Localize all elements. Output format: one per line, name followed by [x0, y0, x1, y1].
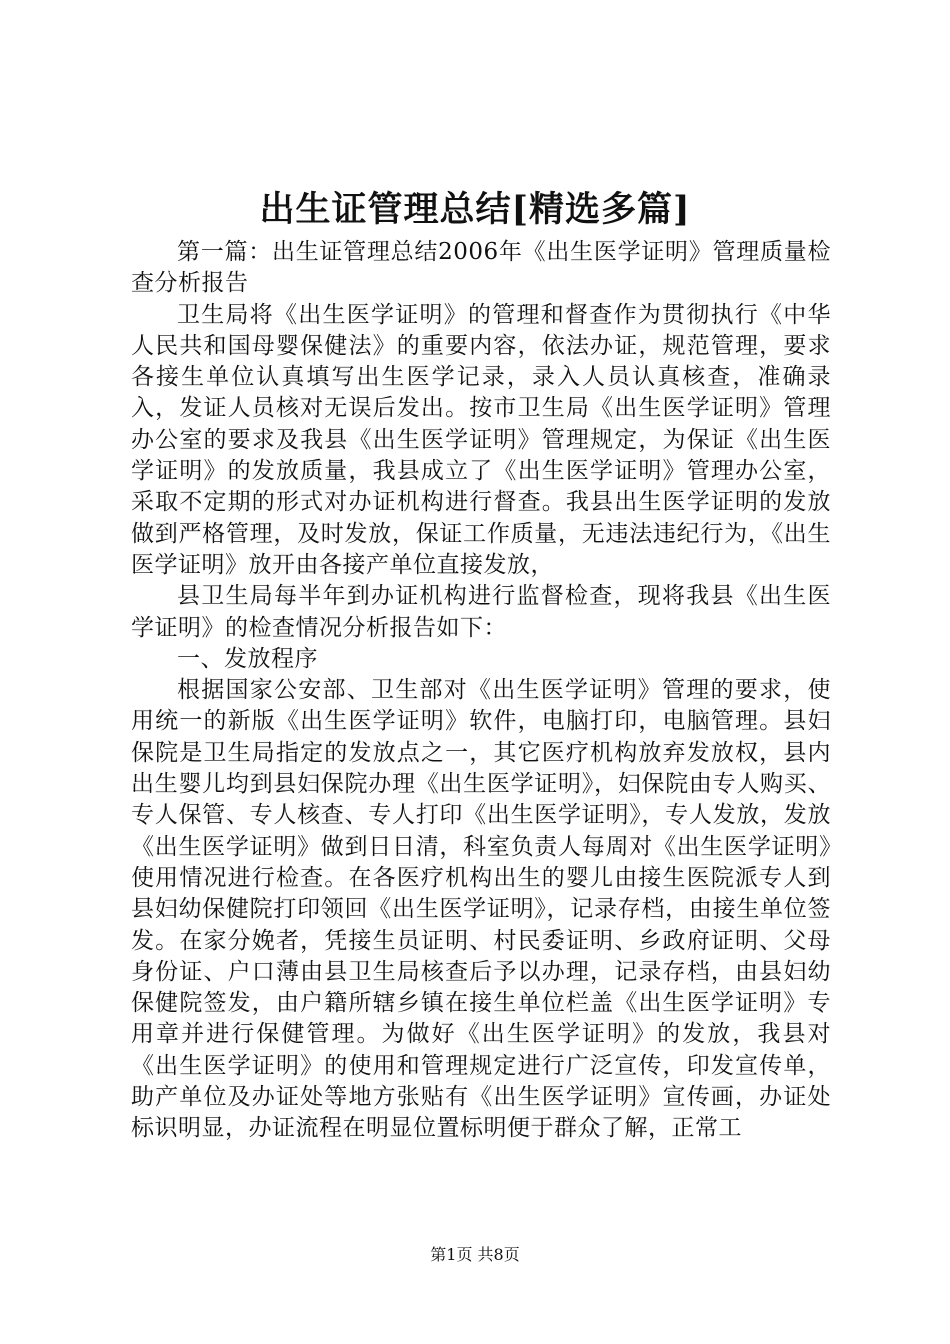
document-body [131, 237, 831, 1145]
document-title: 出生证管理总结[精选多篇] [259, 189, 691, 230]
paragraph-inspection: 县卫生局每半年到办证机构进行监督检查，现将我县《出生医学证明》的检查情况分析报告如下： [131, 583, 831, 641]
paragraph-procedure: 根据国家公安部、卫生部对《出生医学证明》管理的要求，使用统一的新版《出生医学证明》软件，电脑打印，电脑管理。县妇保院是卫生局指定的发放点之一，其它医疗机构放弃发放权，县内出生婴儿均到县妇保院办理《出生医学证明》，妇保院由专人购买、专人保管、专人核查、专人打印《出生医学证明》，专人发放，发放《出生医学证明》做到日日清，科室负责人每周对《出生医学证明》使用情况进行检查。在各医疗机构出生的婴儿由接生医院派专人到县妇幼保健院打印领回《出生医学证明》，记录存档，由接生单位签发。在家分娩者，凭接生员证明、村民委证明、乡政府证明、父母身份证、户口薄由县卫生局核查后予以办理，记录存档，由县妇幼保健院签发，由户籍所辖乡镇在接生单位栏盖《出生医学证明》专用章并进行保健管理。为做好《出生医学证明》的发放，我县对《出生医学证明》的使用和管理规定进行广泛宣传，印发宣传单，助产单位及办证处等地方张贴有《出生医学证明》宣传画，办证处标识明显，办证流程在明显位置标明便于群众了解，正常工 [131, 677, 831, 1142]
paragraph-intro: 卫生局将《出生医学证明》的管理和督查作为贯彻执行《中华人民共和国母婴保健法》的重要内容，依法办证，规范管理，要求各接生单位认真填写出生医学记录，录入人员认真核查，准确录入，发证人员核对无误后发出。按市卫生局《出生医学证明》管理办公室的要求及我县《出生医学证明》管理规定，为保证《出生医学证明》的发放质量，我县成立了《出生医学证明》管理办公室，采取不定期的形式对办证机构进行督查。我县出生医学证明的发放做到严格管理，及时发放，保证工作质量，无违法违纪行为，《出生医学证明》放开由各接产单位直接发放， [131, 301, 831, 578]
paragraph-heading-part-one: 第一篇：出生证管理总结2006年《出生医学证明》管理质量检查分析报告 [131, 239, 831, 297]
page-footer: 第1页 共8页 [430, 1245, 520, 1264]
section-heading-issuing-procedure: 一、发放程序 [177, 645, 318, 672]
